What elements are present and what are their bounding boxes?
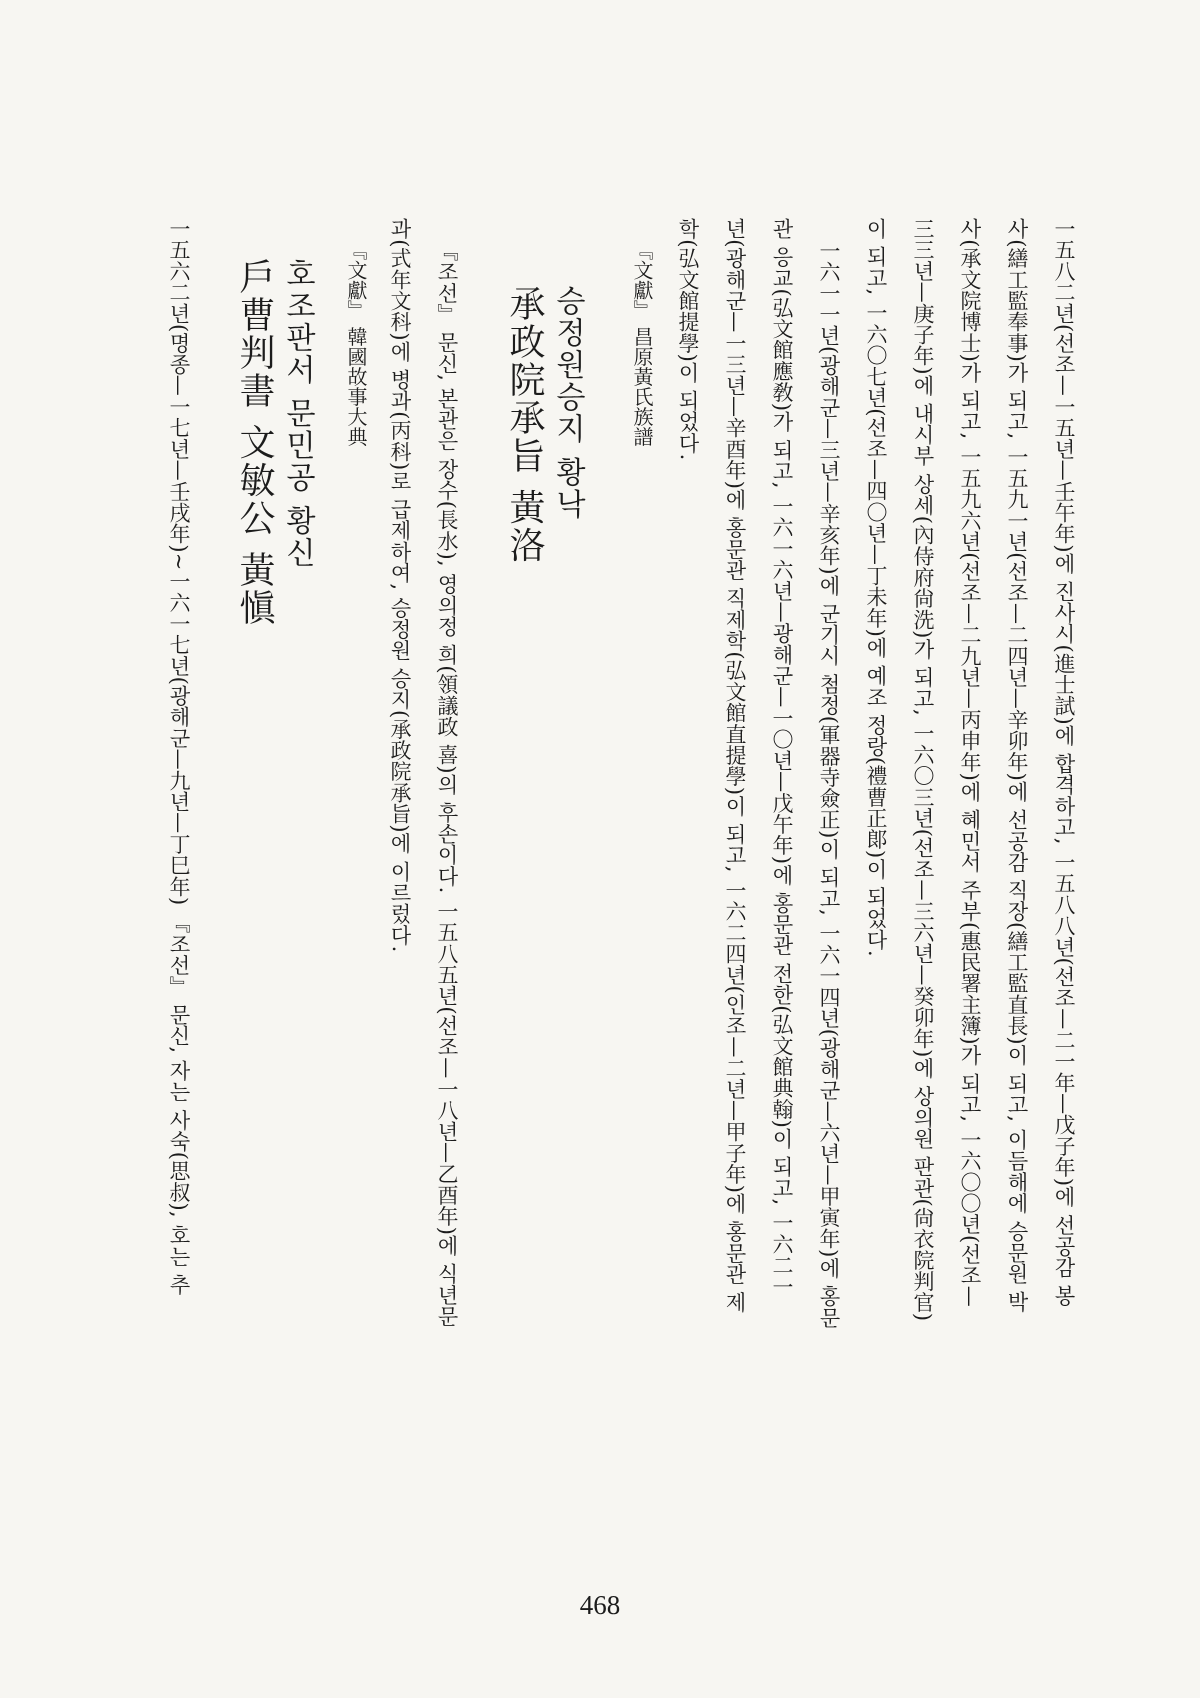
body-line: 一五六二년(명종—一七년—壬戌年)~一六一七년(광해군—九년—丁巳年) 『조선』 문신, 자는 사숙(思叔), 호는 추 <box>167 218 191 1296</box>
body-line: 사(繕工監奉事)가 되고, 一五九一년(선조—二四년—辛卯年)에 선공감 직장(繕工監直長)이 되고, 이듬해에 승문원 박 <box>1005 218 1029 1313</box>
entry-title-hangul: 승정원승지 황낙 <box>550 285 585 521</box>
body-line: 三三년—庚子年)에 내시부 상세(內侍府尙洗)가 되고, 一六〇三년(선조—三六년—癸卯年)에 상의원 판관(尙衣院判官) <box>911 218 935 1322</box>
body-line: 과(式年文科)에 병과(丙科)로 급제하여, 승정원 승지(承政院承旨)에 이르렀다. <box>388 218 412 953</box>
page-number: 468 <box>579 1590 621 1620</box>
body-line: 년(광해군—一三년—辛酉年)에 홍문관 직제학(弘文館直提學)이 되고, 一六二四년(인조—二년—甲子年)에 홍문관 제 <box>723 218 747 1313</box>
entry-title-hanja: 承政院承旨 黃洛 <box>504 285 545 565</box>
entry-title-hanja: 戶曹判書 文敏公 黃愼 <box>234 258 275 627</box>
body-line: 一五八二년(선조—一五년—壬午年)에 진사시(進士試)에 합격하고, 一五八八년(선조—二一年—戊子年)에 선공감 봉 <box>1052 218 1076 1307</box>
body-line: 학(弘文館提學)이 되었다. <box>676 218 700 461</box>
body-line: 一六一一년(광해군—三년—辛亥年)에 군기시 첨정(軍器寺僉正)이 되고, 一六一四년(광해군—六년—甲寅年)에 홍문 <box>817 240 841 1329</box>
body-line: 사(承文院博士)가 되고, 一五九六년(선조—二九년—丙申年)에 혜민서 주부(惠民署主簿)가 되고, 一六〇〇년(선조— <box>958 218 982 1307</box>
source-citation: 『文獻』 韓國故事大典 <box>344 240 368 447</box>
body-line: 이 되고, 一六〇七년(선조—四〇년—丁未年)에 예조 정랑(禮曹正郞)이 되었다. <box>864 218 888 957</box>
entry-title-hangul: 호조판서 문민공 황신 <box>280 258 315 570</box>
body-line: 『조선』 문신, 본관은 장수(長水), 영의정 희(領議政 喜)의 후손이다. 一五八五년(선조—一八년—乙酉年)에 식년문 <box>435 240 459 1327</box>
body-line: 관 응교(弘文館應敎)가 되고, 一六一六년—광해군—一〇년—戊午年)에 홍문관 전한(弘文館典翰)이 되고, 一六二一 <box>770 218 794 1298</box>
source-citation: 『文獻』 昌原黃氏族譜 <box>630 240 654 447</box>
